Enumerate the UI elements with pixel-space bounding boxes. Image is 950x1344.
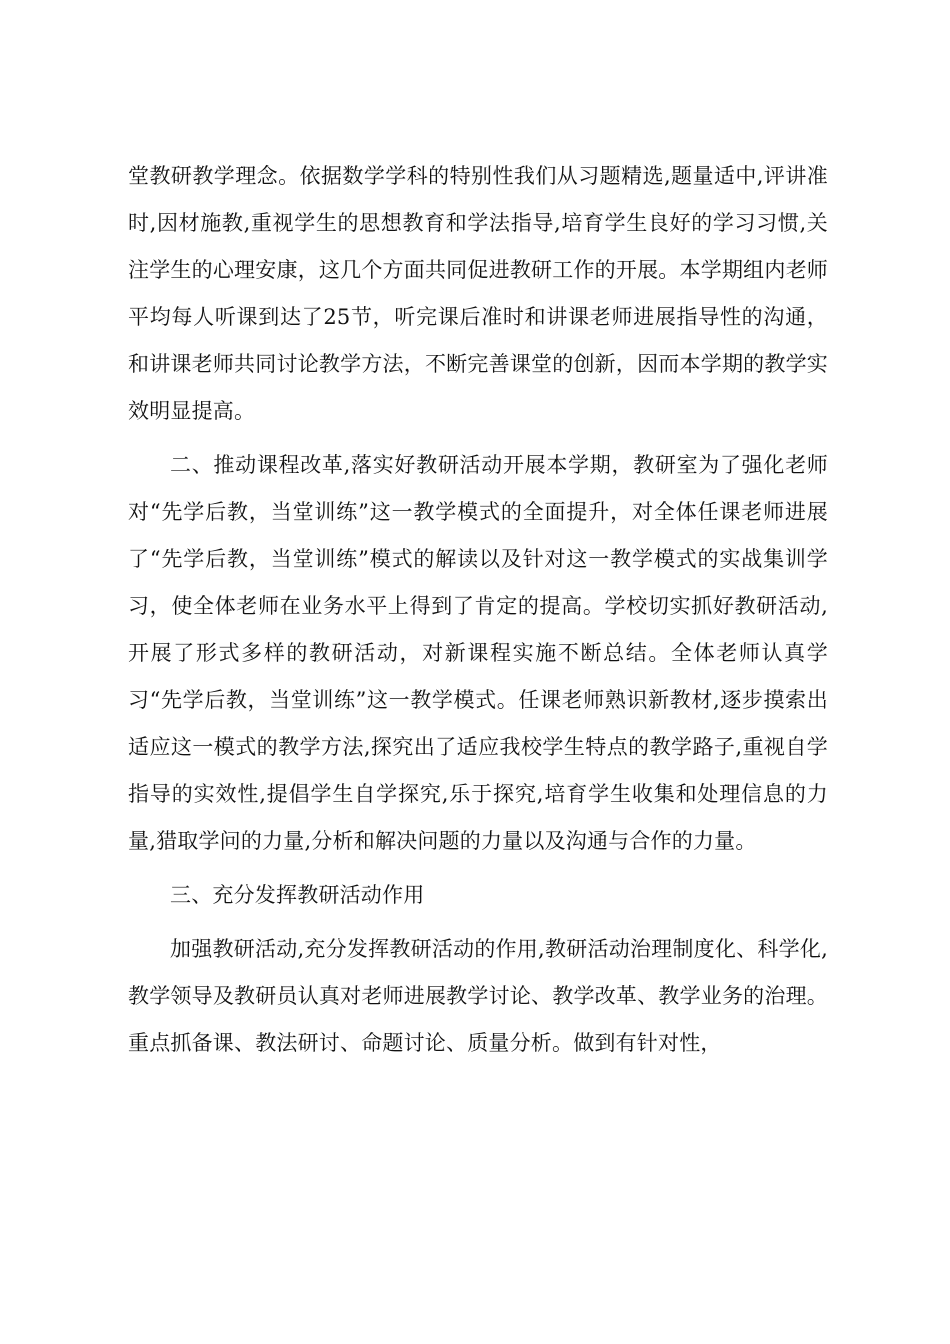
paragraph-4: 加强教研活动,充分发挥教研活动的作用,教研活动治理制度化、科学化,教学领导及教研员认真对老师进展教学讨论、教学改革、教学业务的治理。重点抓备课、教法研讨、命题讨论、质量分析。做到有针对性， xyxy=(128,937,828,1055)
section-heading-3: 三、充分发挥教研活动作用 xyxy=(170,883,425,907)
paragraph-1: 堂教研教学理念。依据数学学科的特别性我们从习题精选,题量适中,评讲准时,因材施教,重视学生的思想教育和学法指导,培育学生良好的学习习惯,关注学生的心理安康，这几个方面共同促进教研工作的开展。本学期组内老师平均每人听课到达了25节，听完课后准时和讲课老师进展指导性的沟通，和讲课老师共同讨论教学方法，不断完善课堂的创新，因而本学期的教学实效明显提高。 xyxy=(128,164,828,423)
paragraph-2: 二、推动课程改革,落实好教研活动开展本学期，教研室为了强化老师对“先学后教，当堂训练”这一教学模式的全面提升，对全体任课老师进展了“先学后教，当堂训练”模式的解读以及针对这一教学模式的实战集训学习，使全体老师在业务水平上得到了肯定的提高。学校切实抓好教研活动,开展了形式多样的教研活动，对新课程实施不断总结。全体老师认真学习“先学后教，当堂训练”这一教学模式。任课老师熟识新教材,逐步摸索出适应这一模式的教学方法,探究出了适应我校学生特点的教学路子,重视自学指导的实效性,提倡学生自学探究,乐于探究,培育学生收集和处理信息的力量,猎取学问的力量,分析和解决问题的力量以及沟通与合作的力量。 xyxy=(128,453,828,853)
document-body xyxy=(128,153,828,1074)
